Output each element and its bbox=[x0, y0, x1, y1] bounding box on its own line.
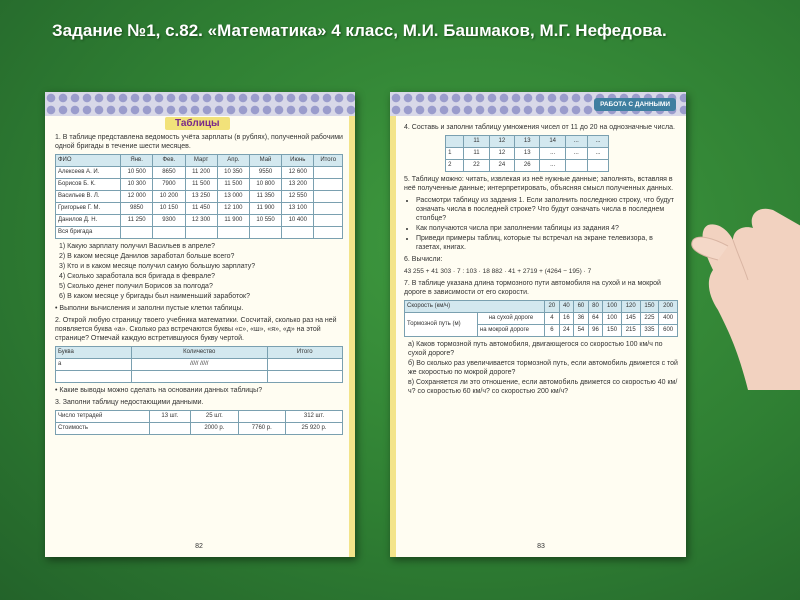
table-cell: 400 bbox=[659, 313, 678, 325]
table-cell bbox=[267, 371, 342, 383]
table-cell: 10 550 bbox=[249, 215, 281, 227]
table-cell bbox=[56, 371, 132, 383]
table-header-cell: 120 bbox=[621, 301, 640, 313]
task-6-text: 6. Вычисли: bbox=[404, 256, 443, 263]
list-item: 4) Сколько заработала вся бригада в феврале? bbox=[59, 273, 215, 280]
table-header-cell bbox=[446, 136, 464, 148]
page-dot-border bbox=[45, 92, 355, 116]
section-badge: РАБОТА С ДАННЫМИ bbox=[594, 98, 676, 111]
table-header-cell: Июнь bbox=[282, 155, 314, 167]
table-row bbox=[56, 167, 343, 179]
table-cell: 12 bbox=[489, 148, 514, 160]
table-cell bbox=[314, 227, 343, 239]
table-cell bbox=[587, 160, 609, 172]
table-row bbox=[446, 148, 609, 160]
table-cell: 11 350 bbox=[249, 191, 281, 203]
table-cell: 150 bbox=[603, 325, 622, 337]
table-cell: 11 900 bbox=[217, 215, 249, 227]
table-cell: ... bbox=[565, 148, 587, 160]
table-row bbox=[56, 411, 343, 423]
table-cell: 10 300 bbox=[121, 179, 153, 191]
table-cell: 335 bbox=[640, 325, 659, 337]
price-table bbox=[55, 410, 343, 435]
table-cell: 12 000 bbox=[121, 191, 153, 203]
table-cell: 11 900 bbox=[249, 203, 281, 215]
table-cell bbox=[314, 191, 343, 203]
table-cell bbox=[314, 215, 343, 227]
table-cell: 10 350 bbox=[217, 167, 249, 179]
table-cell: Васильев В. Л. bbox=[56, 191, 121, 203]
table-cell: 7900 bbox=[153, 179, 185, 191]
table-cell: а bbox=[56, 359, 132, 371]
table-row bbox=[56, 359, 343, 371]
table-cell bbox=[153, 227, 185, 239]
table-header-cell: ... bbox=[587, 136, 609, 148]
list-item: • Приведи примеры таблиц, которые ты встречал на экране телевизора, в газетах, книгах. bbox=[416, 234, 678, 252]
table-cell: 11 450 bbox=[185, 203, 217, 215]
textbook-page-right bbox=[390, 92, 686, 557]
table-cell: 11 250 bbox=[121, 215, 153, 227]
table-cell: 12 300 bbox=[185, 215, 217, 227]
table-cell: 25 920 р. bbox=[286, 423, 343, 435]
table-cell: 10 150 bbox=[153, 203, 185, 215]
table-header-cell: Итого bbox=[267, 347, 342, 359]
bullet-instruction-2: • Какие выводы можно сделать на основании данных таблицы? bbox=[55, 387, 263, 394]
table-cell: 4 bbox=[545, 313, 560, 325]
table-cell: Данилов Д. Н. bbox=[56, 215, 121, 227]
table-cell: Алексеев А. И. bbox=[56, 167, 121, 179]
table-row bbox=[56, 191, 343, 203]
table-cell: 1 bbox=[446, 148, 464, 160]
questions-list bbox=[55, 242, 343, 301]
table-header-cell: 20 bbox=[545, 301, 560, 313]
table-cell: 13 bbox=[515, 148, 540, 160]
table-cell: 36 bbox=[574, 313, 589, 325]
table-row bbox=[56, 203, 343, 215]
table-header-row bbox=[56, 155, 343, 167]
slide-title: Задание №1, с.82. «Математика» 4 класс, М.И. Башмаков, М.Г. Нефедова. bbox=[52, 21, 667, 40]
table-cell: 96 bbox=[588, 325, 603, 337]
table-header-cell: Март bbox=[185, 155, 217, 167]
table-cell bbox=[565, 160, 587, 172]
table-cell: на мокрой дороге bbox=[477, 325, 544, 337]
table-cell: 13 250 bbox=[185, 191, 217, 203]
table-cell bbox=[314, 167, 343, 179]
table-cell bbox=[314, 179, 343, 191]
table-cell: 10 400 bbox=[282, 215, 314, 227]
task-2-text: 2. Открой любую страницу твоего учебника математики. Сосчитай, сколько раз на ней появляется буква «а». Сколько раз встречаются буквы «с», «ш», «я», «д» на этой странице? Отмечай каждую встретившуюся букву чертой. bbox=[55, 317, 337, 342]
table-cell: 145 bbox=[621, 313, 640, 325]
textbook-page-left bbox=[45, 92, 355, 557]
table-header-cell: 11 bbox=[464, 136, 489, 148]
table-cell bbox=[132, 371, 268, 383]
table-cell: ... bbox=[540, 160, 565, 172]
table-header-row bbox=[405, 301, 678, 313]
list-item: • Рассмотри таблицу из задания 1. Если заполнить последнюю строку, что будут означать числа в последней строке? Что будут означать числа в последнем столбце? bbox=[416, 196, 678, 223]
table-header-cell: Скорость (км/ч) bbox=[405, 301, 545, 313]
table-header-cell: Апр. bbox=[217, 155, 249, 167]
page-number-right: 83 bbox=[537, 543, 545, 550]
table-cell: 11 500 bbox=[217, 179, 249, 191]
list-item: 2) В каком месяце Данилов заработал больше всего? bbox=[59, 253, 235, 260]
table-cell: 9850 bbox=[121, 203, 153, 215]
table-header-cell: 150 bbox=[640, 301, 659, 313]
table-cell: 8650 bbox=[153, 167, 185, 179]
bullet-list bbox=[404, 196, 678, 252]
table-cell bbox=[217, 227, 249, 239]
table-header-cell: Май bbox=[249, 155, 281, 167]
list-item: 6) В каком месяце у бригады был наименьший заработок? bbox=[59, 293, 251, 300]
table-cell bbox=[121, 227, 153, 239]
table-row bbox=[446, 160, 609, 172]
table-cell: 24 bbox=[489, 160, 514, 172]
table-cell: 12 550 bbox=[282, 191, 314, 203]
table-header-cell: ... bbox=[565, 136, 587, 148]
table-header-row bbox=[56, 347, 343, 359]
table-cell bbox=[238, 411, 285, 423]
table-header-cell: 80 bbox=[588, 301, 603, 313]
table-row bbox=[56, 179, 343, 191]
table-cell: ///// ///// bbox=[132, 359, 268, 371]
table-cell: 215 bbox=[621, 325, 640, 337]
table-cell: 100 bbox=[603, 313, 622, 325]
table-row bbox=[405, 313, 678, 325]
salary-table bbox=[55, 154, 343, 239]
table-row bbox=[56, 423, 343, 435]
table-cell: 225 bbox=[640, 313, 659, 325]
table-row bbox=[56, 215, 343, 227]
table-cell: Тормозной путь (м) bbox=[405, 313, 478, 337]
table-cell: Борисов Б. К. bbox=[56, 179, 121, 191]
table-cell bbox=[185, 227, 217, 239]
table-cell: 22 bbox=[464, 160, 489, 172]
task-3-text: 3. Заполни таблицу недостающими данными. bbox=[55, 399, 204, 406]
page-edge-strip bbox=[390, 116, 396, 557]
table-header-cell: Янв. bbox=[121, 155, 153, 167]
table-header-cell: 12 bbox=[489, 136, 514, 148]
table-cell: 600 bbox=[659, 325, 678, 337]
table-cell: 64 bbox=[588, 313, 603, 325]
page-number-left: 82 bbox=[195, 543, 203, 550]
table-cell: 11 bbox=[464, 148, 489, 160]
table-cell: 2 bbox=[446, 160, 464, 172]
task-7-text: 7. В таблице указана длина тормозного пути автомобиля на сухой и на мокрой дороге в зависимости от его скорости. bbox=[404, 280, 661, 296]
bullet-instruction-1: • Выполни вычисления и заполни пустые клетки таблицы. bbox=[55, 305, 244, 312]
table-cell: Число тетрадей bbox=[56, 411, 150, 423]
list-item: а) Каков тормозной путь автомобиля, двигающегося со скоростью 100 км/ч по сухой дороге? bbox=[408, 341, 663, 357]
table-cell: ... bbox=[587, 148, 609, 160]
table-header-cell: 13 bbox=[515, 136, 540, 148]
table-cell: 16 bbox=[559, 313, 574, 325]
table-cell: 6 bbox=[545, 325, 560, 337]
letter-table bbox=[55, 346, 343, 383]
table-cell: 13 000 bbox=[217, 191, 249, 203]
list-item: 1) Какую зарплату получил Васильев в апреле? bbox=[59, 243, 216, 250]
table-cell bbox=[267, 359, 342, 371]
table-cell: Вся бригада bbox=[56, 227, 121, 239]
table-cell: 12 600 bbox=[282, 167, 314, 179]
table-cell: ... bbox=[540, 148, 565, 160]
braking-distance-table bbox=[404, 300, 678, 337]
page-heading: Таблицы bbox=[165, 117, 230, 130]
table-cell: 12 100 bbox=[217, 203, 249, 215]
list-item: 3) Кто и в каком месяце получил самую большую зарплату? bbox=[59, 263, 256, 270]
table-header-cell: Фев. bbox=[153, 155, 185, 167]
page-edge-strip bbox=[349, 116, 355, 557]
table-cell: 11 200 bbox=[185, 167, 217, 179]
table-header-cell: Итого bbox=[314, 155, 343, 167]
table-cell: на сухой дороге bbox=[477, 313, 544, 325]
task-6-expression: 43 255 + 41 303 · 7 : 103 · 18 882 · 41 + 2719 + (4264 − 195) · 7 bbox=[404, 268, 592, 275]
table-row bbox=[56, 371, 343, 383]
table-header-cell: 200 bbox=[659, 301, 678, 313]
list-item: • Как получаются числа при заполнении таблицы из задания 4? bbox=[416, 224, 678, 233]
table-cell: 10 200 bbox=[153, 191, 185, 203]
task-4-text: 4. Составь и заполни таблицу умножения чисел от 11 до 20 на однозначные числа. bbox=[404, 124, 675, 131]
table-cell: 13 100 bbox=[282, 203, 314, 215]
task-1-text: 1. В таблице представлена ведомость учёта зарплаты (в рублях), полученной рабочими одной бригады в течение шести месяцев. bbox=[55, 134, 343, 150]
table-header-cell: 60 bbox=[574, 301, 589, 313]
table-header-cell: 100 bbox=[603, 301, 622, 313]
table-cell: 9550 bbox=[249, 167, 281, 179]
table-cell: 9300 bbox=[153, 215, 185, 227]
table-cell: 54 bbox=[574, 325, 589, 337]
table-cell bbox=[149, 423, 191, 435]
table-header-cell: ФИО bbox=[56, 155, 121, 167]
table-cell: 24 bbox=[559, 325, 574, 337]
table-cell: 26 bbox=[515, 160, 540, 172]
table-cell: 25 шт. bbox=[191, 411, 238, 423]
table-cell: 13 200 bbox=[282, 179, 314, 191]
table-cell bbox=[282, 227, 314, 239]
list-item: в) Сохраняется ли это отношение, если автомобиль движется со скоростью 40 км/ч? со скоростью 60 км/ч? со скоростью 200 км/ч? bbox=[408, 379, 678, 395]
table-cell: 312 шт. bbox=[286, 411, 343, 423]
table-header-cell: 40 bbox=[559, 301, 574, 313]
table-cell bbox=[249, 227, 281, 239]
table-row bbox=[56, 227, 343, 239]
table-cell: 13 шт. bbox=[149, 411, 191, 423]
list-item: б) Во сколько раз увеличивается тормозной путь, если автомобиль движется с той же скоростью по мокрой дороге? bbox=[408, 360, 678, 376]
table-cell: 11 500 bbox=[185, 179, 217, 191]
table-cell: 7760 р. bbox=[238, 423, 285, 435]
pointing-hand-image bbox=[688, 130, 800, 390]
table-cell: 2000 р. bbox=[191, 423, 238, 435]
multiplication-table bbox=[445, 135, 609, 172]
table-header-cell: Количество bbox=[132, 347, 268, 359]
list-item: 5) Сколько денег получил Борисов за полгода? bbox=[59, 283, 213, 290]
table-cell: Стоимость bbox=[56, 423, 150, 435]
task-5-text: 5. Таблицу можно: читать, извлекая из неё нужные данные; заполнять, вставляя в неё полученные данные; интерпретировать, объясняя смысл полученных данных. bbox=[404, 176, 674, 192]
task-7-questions bbox=[404, 340, 678, 396]
table-header-cell: 14 bbox=[540, 136, 565, 148]
table-cell: 10 800 bbox=[249, 179, 281, 191]
table-header-row bbox=[446, 136, 609, 148]
table-cell bbox=[314, 203, 343, 215]
table-header-cell: Буква bbox=[56, 347, 132, 359]
table-cell: Григорьев Г. М. bbox=[56, 203, 121, 215]
table-cell: 10 500 bbox=[121, 167, 153, 179]
